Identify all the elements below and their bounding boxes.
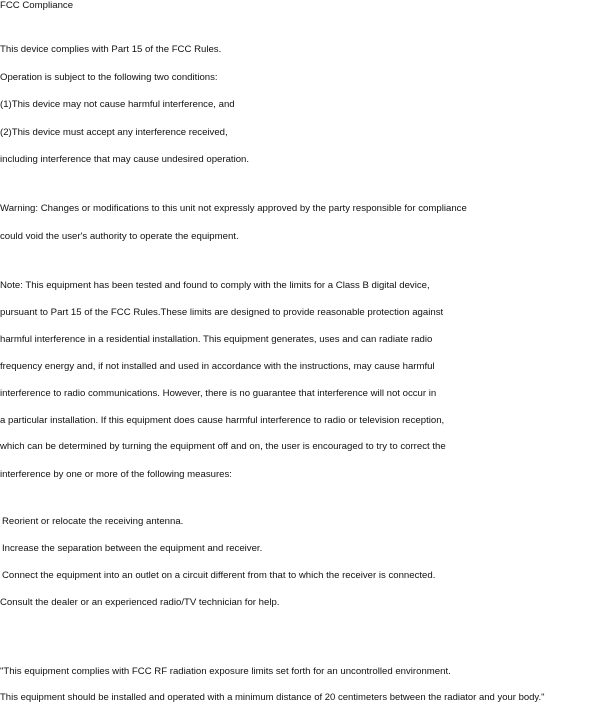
rf-exposure-line: This equipment should be installed and operated with a minimum distance of 20 centimeters between the radiator and your body.": [0, 692, 545, 703]
measure-item: Increase the separation between the equipment and receiver.: [2, 543, 263, 554]
note-line: Note: This equipment has been tested and found to comply with the limits for a Class B digital device,: [0, 280, 430, 291]
warning-line: could void the user's authority to operate the equipment.: [0, 231, 239, 242]
note-line: frequency energy and, if not installed and used in accordance with the instructions, may cause harmful: [0, 361, 435, 372]
measure-item: Connect the equipment into an outlet on a circuit different from that to which the receiver is connected.: [2, 570, 436, 581]
rf-exposure-line: "This equipment complies with FCC RF radiation exposure limits set forth for an uncontrolled environment.: [0, 666, 451, 677]
note-line: a particular installation. If this equipment does cause harmful interference to radio or television reception,: [0, 415, 445, 426]
note-line: harmful interference in a residential installation. This equipment generates, uses and can radiate radio: [0, 334, 433, 345]
compliance-line: (1)This device may not cause harmful interference, and: [0, 99, 235, 110]
note-line: pursuant to Part 15 of the FCC Rules.These limits are designed to provide reasonable protection against: [0, 307, 444, 318]
measure-item: Reorient or relocate the receiving antenna.: [2, 516, 184, 527]
compliance-line: This device complies with Part 15 of the FCC Rules.: [0, 44, 222, 55]
note-line: interference by one or more of the following measures:: [0, 469, 232, 480]
measure-item: Consult the dealer or an experienced radio/TV technician for help.: [0, 597, 280, 608]
compliance-line: (2)This device must accept any interference received,: [0, 127, 228, 138]
note-line: which can be determined by turning the equipment off and on, the user is encouraged to try to correct the: [0, 441, 446, 452]
compliance-line: Operation is subject to the following two conditions:: [0, 72, 218, 83]
note-line: interference to radio communications. However, there is no guarantee that interference will not occur in: [0, 388, 437, 399]
warning-line: Warning: Changes or modifications to this unit not expressly approved by the party responsible for compliance: [0, 203, 467, 214]
document-title: FCC Compliance: [0, 0, 74, 11]
compliance-line: including interference that may cause undesired operation.: [0, 154, 250, 165]
